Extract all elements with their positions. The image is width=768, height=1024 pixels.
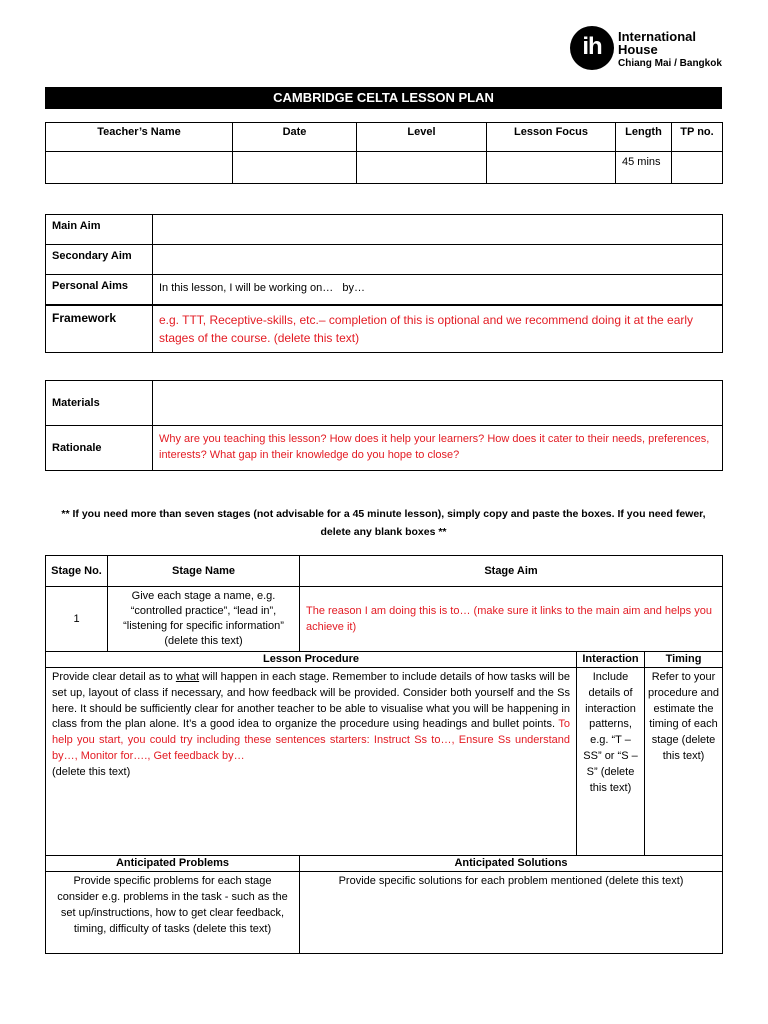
stage-aim-field[interactable]: The reason I am doing this is to… (make sure it links to the main aim and helps you achieve it) <box>300 587 723 652</box>
stage-name-header: Stage Name <box>108 556 300 587</box>
logo-line-1: International <box>618 29 697 44</box>
materials-table <box>45 380 723 471</box>
personal-aims-label: Personal Aims <box>46 275 153 305</box>
header-date: Date <box>233 123 357 152</box>
stage-name-field[interactable]: Give each stage a name, e.g. “controlled practice”, “lead in”, “listening for specific information” (delete this text) <box>108 587 300 652</box>
lesson-procedure-header: Lesson Procedure <box>46 652 577 668</box>
header-level: Level <box>357 123 487 152</box>
header-lesson-focus: Lesson Focus <box>487 123 616 152</box>
header-tp-no: TP no. <box>672 123 723 152</box>
header-length: Length <box>616 123 672 152</box>
stage-no-header: Stage No. <box>46 556 108 587</box>
framework-field[interactable]: e.g. TTT, Receptive-skills, etc.– completion of this is optional and we recommend doing it at the early stages of the course. (delete this text) <box>153 305 723 353</box>
stage-aim-header: Stage Aim <box>300 556 723 587</box>
date-field[interactable] <box>233 152 357 184</box>
length-field[interactable]: 45 mins <box>616 152 672 184</box>
procedure-text-2: will happen in each stage. Remember to include details of how tasks will be set up, layout of class if necessary, and how feedback will be provided. Consider both yourself and the Ss here. It should be sufficiently clear for another teacher to be able to visualise what you will be happening in class from the plan alone. It’s a good idea to organize the procedure using headings and bullet points. <box>52 671 570 731</box>
secondary-aim-field[interactable] <box>153 245 723 275</box>
logo-line-2: House <box>618 42 658 57</box>
interaction-field[interactable]: Include details of interaction patterns, e.g. “T – SS” or “S – S” (delete this text) <box>577 668 645 856</box>
international-house-logo <box>570 26 730 74</box>
logo-line-3: Chiang Mai / Bangkok <box>618 58 722 69</box>
anticipated-solutions-field[interactable]: Provide specific solutions for each problem mentioned (delete this text) <box>300 872 723 954</box>
lesson-procedure-field[interactable] <box>46 668 577 856</box>
level-field[interactable] <box>357 152 487 184</box>
stage-number[interactable]: 1 <box>46 587 108 652</box>
anticipated-problems-header: Anticipated Problems <box>46 856 300 872</box>
lesson-focus-field[interactable] <box>487 152 616 184</box>
rationale-field[interactable]: Why are you teaching this lesson? How does it help your learners? How does it cater to their needs, preferences, interests? What gap in their knowledge do you hope to close? <box>153 426 723 471</box>
framework-label: Framework <box>46 305 153 353</box>
materials-field[interactable] <box>153 381 723 426</box>
teacher-info-table <box>45 122 723 184</box>
main-aim-field[interactable] <box>153 215 723 245</box>
main-aim-label: Main Aim <box>46 215 153 245</box>
personal-aims-field[interactable]: In this lesson, I will be working on… by… <box>153 275 723 305</box>
header-teachers-name: Teacher’s Name <box>46 123 233 152</box>
stage-table <box>45 555 723 954</box>
interaction-header: Interaction <box>577 652 645 668</box>
ih-logo-mark: ih <box>570 26 614 70</box>
timing-header: Timing <box>645 652 723 668</box>
secondary-aim-label: Secondary Aim <box>46 245 153 275</box>
timing-field[interactable]: Refer to your procedure and estimate the timing of each stage (delete this text) <box>645 668 723 856</box>
procedure-text-1: Provide clear detail as to <box>52 671 176 683</box>
tp-no-field[interactable] <box>672 152 723 184</box>
anticipated-problems-field[interactable]: Provide specific problems for each stage consider e.g. problems in the task - such as the set up/instructions, how to get clear feedback, timing, difficulty of tasks (delete this text) <box>46 872 300 954</box>
aims-table <box>45 214 723 353</box>
logo-text <box>618 30 722 70</box>
teachers-name-field[interactable] <box>46 152 233 184</box>
rationale-label: Rationale <box>46 426 153 471</box>
page-title: CAMBRIDGE CELTA LESSON PLAN <box>45 87 722 109</box>
stages-note: ** If you need more than seven stages (not advisable for a 45 minute lesson), simply copy and paste the boxes. If you need fewer, delete any blank boxes ** <box>61 508 706 538</box>
procedure-delete-text: (delete this text) <box>52 765 131 778</box>
anticipated-solutions-header: Anticipated Solutions <box>300 856 723 872</box>
procedure-text-what: what <box>175 671 200 683</box>
procedure-sentence-starters: To help you start, you could try including these sentences starters: Instruct Ss to…, Ensure Ss understand by…, Monitor for…., Get feedback by… <box>52 718 570 762</box>
materials-label: Materials <box>46 381 153 426</box>
